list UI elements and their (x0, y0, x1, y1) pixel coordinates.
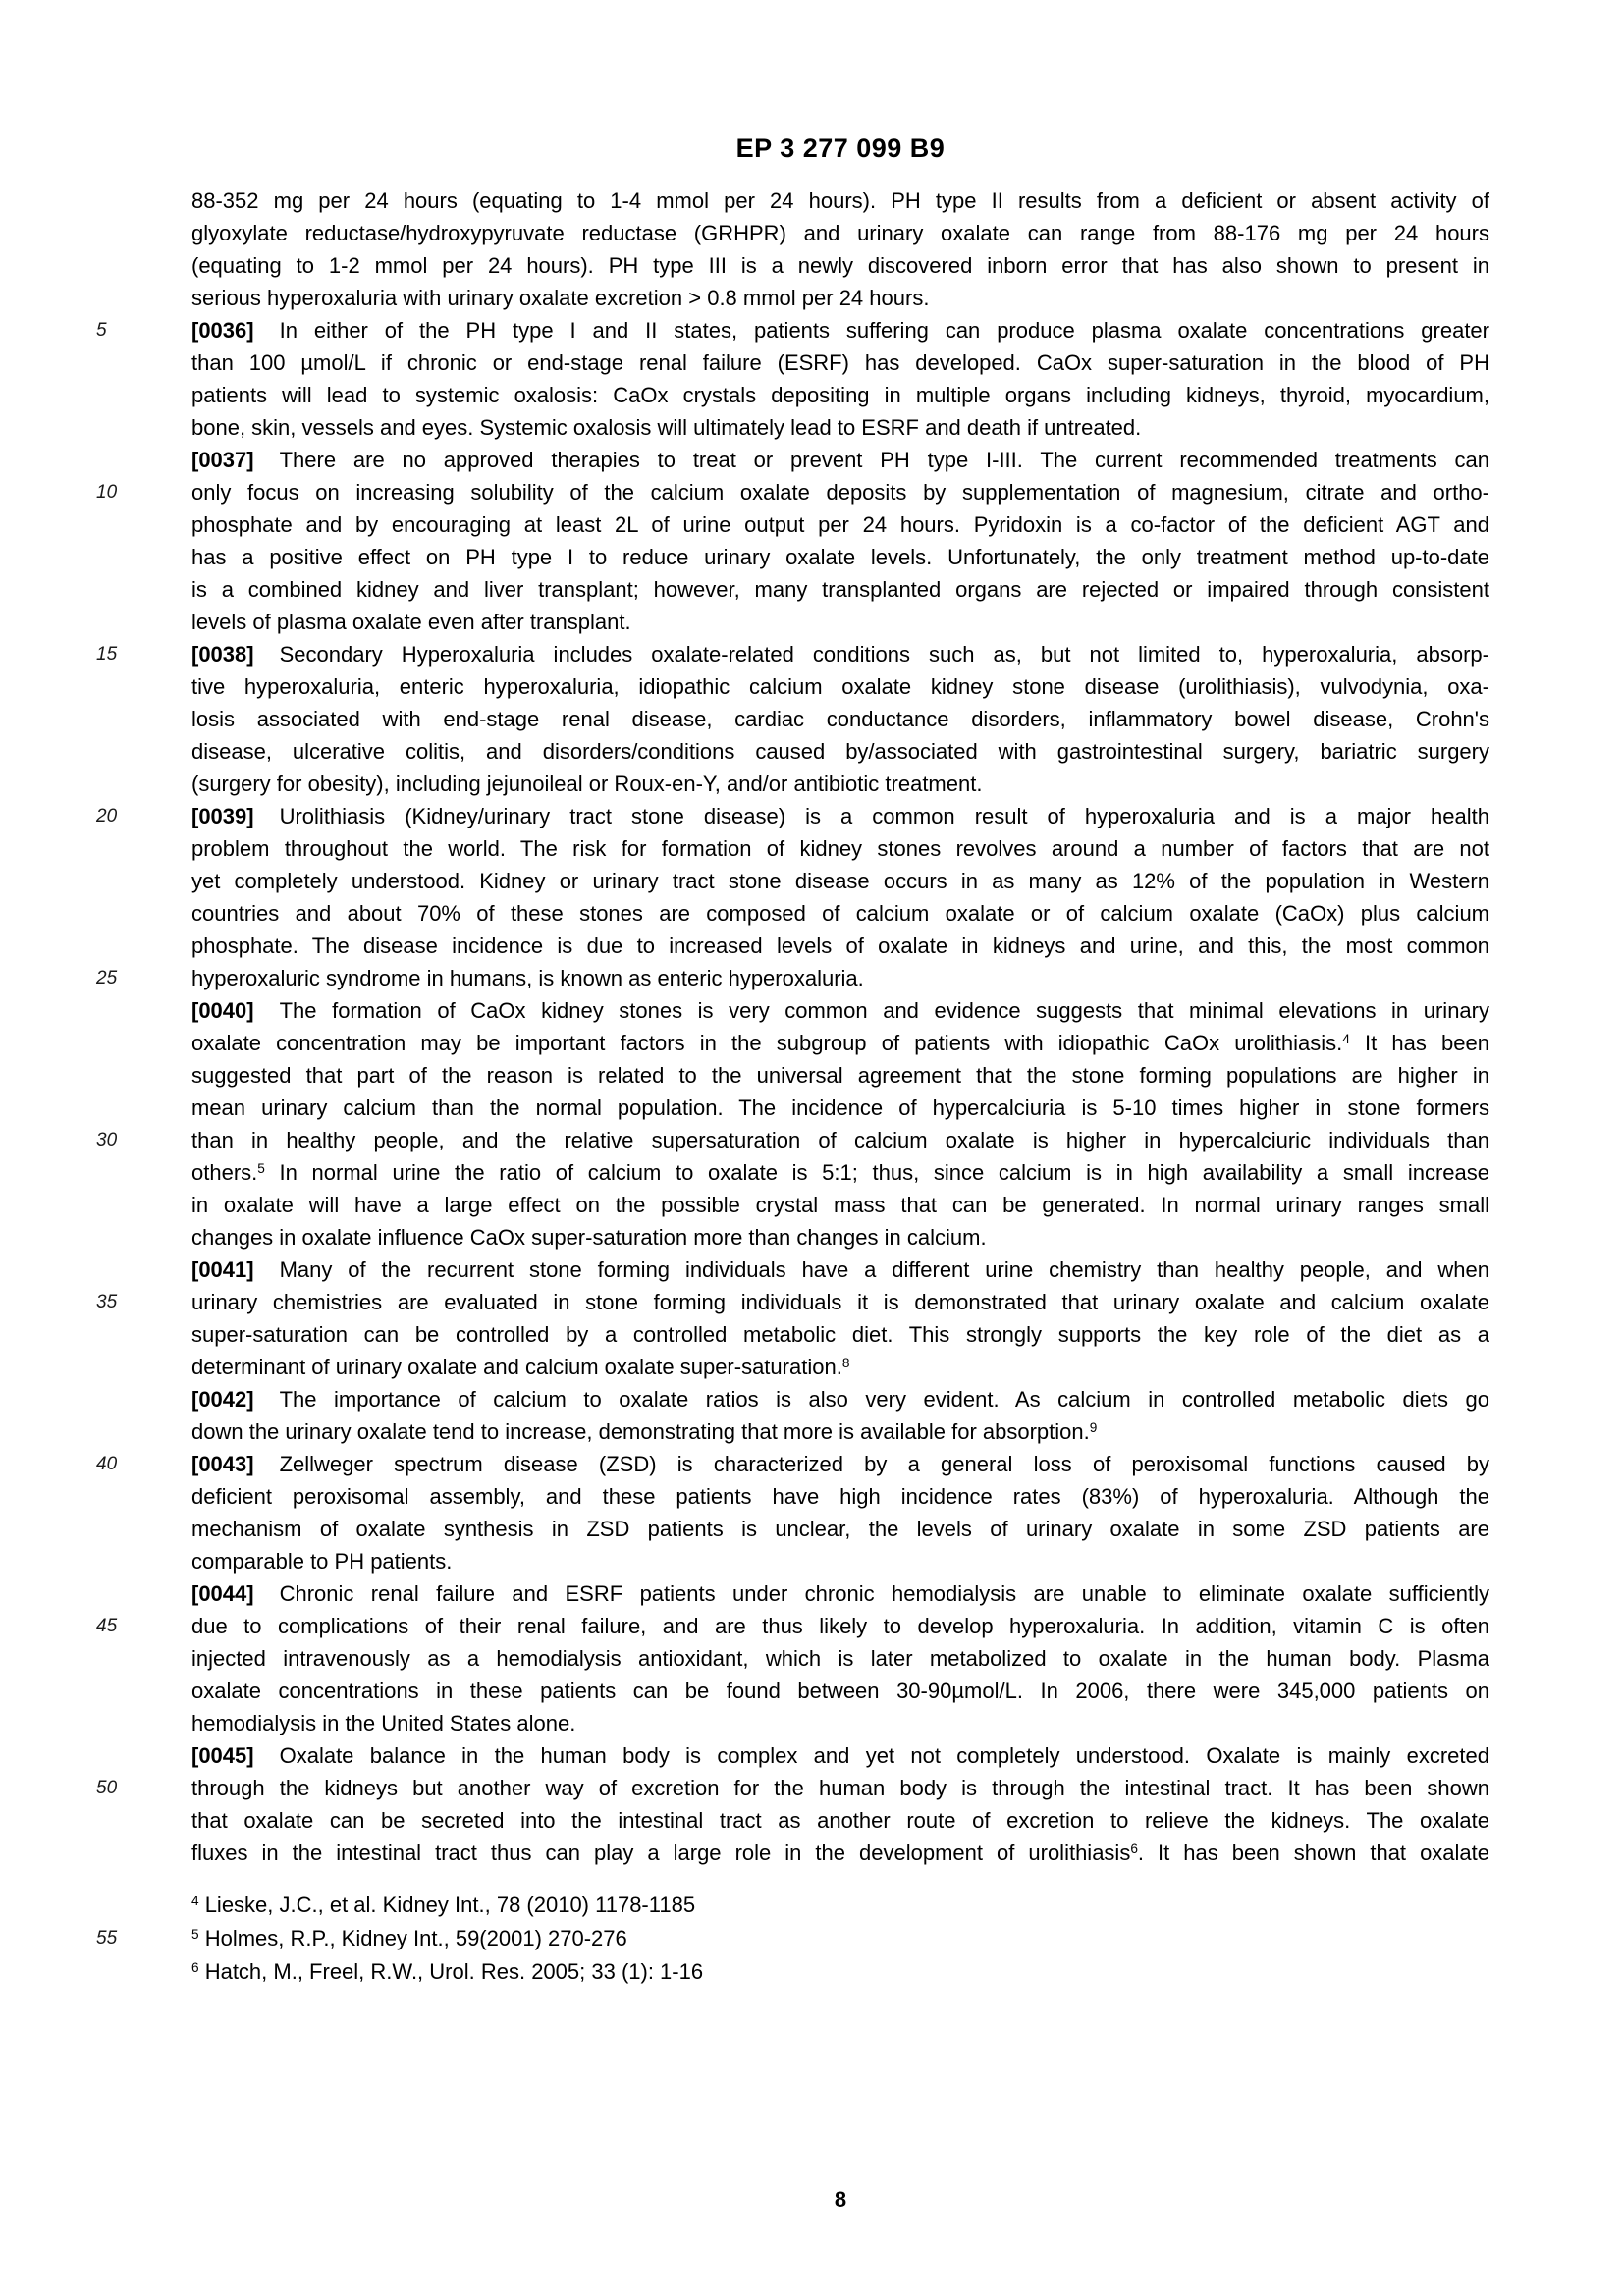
text-line (191, 217, 1489, 249)
text-line (191, 541, 1489, 573)
text-span: due to complications of their renal failure, and are thus likely to develop hyperoxaluria. In addition, vitamin C is often (191, 1614, 1489, 1638)
text-span: It has been (1349, 1031, 1489, 1055)
text-line (191, 670, 1489, 703)
text-line (96, 1286, 1489, 1318)
text-line (191, 768, 1489, 800)
text-span: (surgery for obesity), including jejunoileal or Roux-en-Y, and/or antibiotic treatment. (191, 772, 983, 796)
text-span: . It has been shown that oxalate (1137, 1841, 1490, 1865)
text-span: deficient peroxisomal assembly, and these patients have high incidence rates (83%) of hyperoxaluria. Although the (191, 1484, 1489, 1509)
line-number: 45 (96, 1616, 118, 1636)
text-line (191, 1675, 1489, 1707)
line-number: 5 (96, 320, 107, 341)
text-span: Oxalate balance in the human body is complex and yet not completely understood. Oxalate is mainly excreted (279, 1743, 1489, 1768)
text-line (191, 1707, 1489, 1739)
text-line (191, 1804, 1489, 1837)
line-number: 30 (96, 1130, 118, 1150)
text-span: urinary chemistries are evaluated in stone forming individuals it is demonstrated that urinary oxalate and calcium oxalate (191, 1290, 1489, 1314)
text-span: injected intravenously as a hemodialysis antioxidant, which is later metabolized to oxalate in the human body. Plasma (191, 1646, 1489, 1671)
text-line (191, 1092, 1489, 1124)
text-span: There are no approved therapies to treat or prevent PH type I-III. The current recommended treatments can (279, 448, 1489, 472)
text-span: has a positive effect on PH type I to reduce urinary oxalate levels. Unfortunately, the only treatment method up-to-date (191, 545, 1489, 569)
text-span: than 100 µmol/L if chronic or end-stage renal failure (ESRF) has developed. CaOx super-saturation in the blood of PH (191, 350, 1489, 375)
text-line (191, 1027, 1489, 1059)
footnote-marker: 8 (841, 1356, 850, 1371)
text-line (96, 1448, 1489, 1480)
page-header (191, 133, 1489, 163)
text-span: hemodialysis in the United States alone. (191, 1711, 576, 1735)
paragraph-tag: [0039] (191, 804, 254, 828)
text-line (191, 832, 1489, 865)
text-span: Zellweger spectrum disease (ZSD) is characterized by a general loss of peroxisomal functions caused by (279, 1452, 1489, 1476)
text-span: fluxes in the intestinal tract thus can play a large role in the development of urolithiasis (191, 1841, 1131, 1865)
text-line (96, 962, 1489, 994)
paragraph-tag: [0040] (191, 998, 254, 1023)
text-line (191, 1545, 1489, 1577)
text-line (191, 865, 1489, 897)
text-line (96, 1124, 1489, 1156)
line-number: 10 (96, 482, 118, 503)
text-span: hyperoxaluric syndrome in humans, is known as enteric hyperoxaluria. (191, 966, 864, 990)
text-span: In normal urine the ratio of calcium to oxalate is 5:1; thus, since calcium is in high availability a small increase (264, 1160, 1489, 1185)
paragraph-tag: [0043] (191, 1452, 254, 1476)
text-span: than in healthy people, and the relative supersaturation of calcium oxalate is higher in hypercalciuric individuals than (191, 1128, 1489, 1152)
line-number: 15 (96, 644, 118, 665)
text-span: 88-352 mg per 24 hours (equating to 1-4 mmol per 24 hours). PH type II results from a deficient or absent activity of (191, 188, 1489, 213)
paragraph-tag: [0037] (191, 448, 254, 472)
text-span: comparable to PH patients. (191, 1549, 453, 1574)
text-line (191, 1837, 1489, 1869)
text-span: In either of the PH type I and II states, patients suffering can produce plasma oxalate concentrations greater (279, 318, 1489, 343)
footnote-marker: 4 (1342, 1032, 1350, 1047)
footnote-line (191, 1955, 1489, 1989)
footnote-marker: 4 (191, 1894, 199, 1909)
text-span: in oxalate will have a large effect on the possible crystal mass that can be generated. In normal urinary ranges small (191, 1193, 1489, 1217)
text-span: oxalate concentrations in these patients can be found between 30-90µmol/L. In 2006, there were 345,000 patients on (191, 1679, 1489, 1703)
text-span: problem throughout the world. The risk for formation of kidney stones revolves around a number of factors that are not (191, 836, 1489, 861)
text-line (96, 1610, 1489, 1642)
text-span: losis associated with end-stage renal disease, cardiac conductance disorders, inflammatory bowel disease, Crohn's (191, 707, 1489, 731)
text-span: mean urinary calcium than the normal population. The incidence of hypercalciuria is 5-10 times higher in stone formers (191, 1095, 1489, 1120)
text-line (96, 800, 1489, 832)
text-line (191, 444, 1489, 476)
text-span: Lieske, J.C., et al. Kidney Int., 78 (2010) 1178-1185 (198, 1893, 696, 1917)
paragraph-tag: [0036] (191, 318, 254, 343)
text-column (96, 185, 1490, 1989)
text-line (191, 1739, 1489, 1772)
text-line (96, 638, 1489, 670)
text-line (191, 1351, 1489, 1383)
paragraph-tag: [0045] (191, 1743, 254, 1768)
text-span: bone, skin, vessels and eyes. Systemic oxalosis will ultimately lead to ESRF and death if untreated. (191, 415, 1142, 440)
text-line (191, 1577, 1489, 1610)
paragraph-tag: [0044] (191, 1581, 254, 1606)
publication-number: EP 3 277 099 B9 (735, 133, 946, 163)
text-span: yet completely understood. Kidney or urinary tract stone disease occurs in as many as 12% of the population in Western (191, 869, 1489, 893)
text-span: disease, ulcerative colitis, and disorders/conditions caused by/associated with gastrointestinal surgery, bariatric surgery (191, 739, 1489, 764)
text-line (191, 930, 1489, 962)
text-line (191, 573, 1489, 606)
footnote-marker: 5 (257, 1161, 265, 1177)
text-span: is a combined kidney and liver transplant; however, many transplanted organs are rejected or impaired through consistent (191, 577, 1489, 602)
text-span: oxalate concentration may be important factors in the subgroup of patients with idiopathic CaOx urolithiasis. (191, 1031, 1343, 1055)
text-line (191, 735, 1489, 768)
text-line (191, 1221, 1489, 1254)
text-line (191, 379, 1489, 411)
paragraph-tag: [0038] (191, 642, 254, 667)
line-number: 20 (96, 806, 118, 827)
text-span: The importance of calcium to oxalate ratios is also very evident. As calcium in controlled metabolic diets go (279, 1387, 1489, 1412)
text-line (191, 1254, 1489, 1286)
text-span: others. (191, 1160, 258, 1185)
text-line (191, 1189, 1489, 1221)
footnote-marker: 6 (191, 1960, 199, 1976)
text-span: patients will lead to systemic oxalosis: CaOx crystals depositing in multiple organs including kidneys, thyroid, myocardium, (191, 383, 1489, 407)
text-line (96, 314, 1489, 347)
text-span: suggested that part of the reason is related to the universal agreement that the stone forming populations are higher in (191, 1063, 1489, 1088)
footnote-marker: 9 (1089, 1420, 1098, 1436)
text-span: Secondary Hyperoxaluria includes oxalate-related conditions such as, but not limited to, hyperoxaluria, absorp- (279, 642, 1489, 667)
text-line (96, 1772, 1489, 1804)
text-line (191, 606, 1489, 638)
text-line (191, 1415, 1489, 1448)
text-span: phosphate and by encouraging at least 2L of urine output per 24 hours. Pyridoxin is a co-factor of the deficient AGT and (191, 512, 1489, 537)
text-span: countries and about 70% of these stones are composed of calcium oxalate or of calcium oxalate (CaOx) plus calcium (191, 901, 1489, 926)
text-line (191, 411, 1489, 444)
text-span: Hatch, M., Freel, R.W., Urol. Res. 2005; 33 (1): 1-16 (198, 1959, 704, 1984)
text-span: levels of plasma oxalate even after transplant. (191, 610, 631, 634)
text-span: through the kidneys but another way of excretion for the human body is through the intestinal tract. It has been shown (191, 1776, 1489, 1800)
text-span: serious hyperoxaluria with urinary oxalate excretion > 0.8 mmol per 24 hours. (191, 286, 930, 310)
text-span: determinant of urinary oxalate and calcium oxalate super-saturation. (191, 1355, 842, 1379)
footnotes-block (96, 1889, 1489, 1989)
text-line (191, 185, 1489, 217)
text-span: glyoxylate reductase/hydroxypyruvate reductase (GRHPR) and urinary oxalate can range from 88-176 mg per 24 hours (191, 221, 1489, 245)
text-line (96, 476, 1489, 508)
page-number: 8 (834, 2187, 847, 2212)
text-span: Holmes, R.P., Kidney Int., 59(2001) 270-276 (198, 1926, 627, 1950)
footnote-line (191, 1889, 1489, 1922)
text-span: phosphate. The disease incidence is due to increased levels of oxalate in kidneys and urine, and this, the most common (191, 934, 1489, 958)
text-line (191, 508, 1489, 541)
text-line (191, 1156, 1489, 1189)
text-line (191, 1318, 1489, 1351)
line-number: 25 (96, 968, 118, 988)
line-number: 40 (96, 1454, 118, 1474)
text-span: changes in oxalate influence CaOx super-saturation more than changes in calcium. (191, 1225, 987, 1250)
text-span: Chronic renal failure and ESRF patients under chronic hemodialysis are unable to eliminate oxalate sufficiently (279, 1581, 1489, 1606)
text-line (191, 1383, 1489, 1415)
line-number: 55 (96, 1928, 118, 1949)
text-span: down the urinary oxalate tend to increase, demonstrating that more is available for absorption. (191, 1419, 1090, 1444)
text-span: The formation of CaOx kidney stones is very common and evidence suggests that minimal elevations in urinary (279, 998, 1489, 1023)
text-line (191, 347, 1489, 379)
text-line (191, 282, 1489, 314)
paragraph-tag: [0042] (191, 1387, 254, 1412)
line-number: 50 (96, 1778, 118, 1798)
text-line (191, 1642, 1489, 1675)
text-span: (equating to 1-2 mmol per 24 hours). PH type III is a newly discovered inborn error that has also shown to present in (191, 253, 1489, 278)
line-number: 35 (96, 1292, 118, 1312)
footnote-marker: 5 (191, 1927, 199, 1943)
text-line (191, 1480, 1489, 1513)
text-span: only focus on increasing solubility of the calcium oxalate deposits by supplementation of magnesium, citrate and ortho- (191, 480, 1489, 505)
text-line (191, 703, 1489, 735)
text-span: that oxalate can be secreted into the intestinal tract as another route of excretion to relieve the kidneys. The oxalate (191, 1808, 1489, 1833)
text-line (191, 249, 1489, 282)
text-line (191, 1059, 1489, 1092)
text-line (191, 897, 1489, 930)
footnote-line (96, 1922, 1489, 1955)
paragraph-tag: [0041] (191, 1257, 254, 1282)
text-span: super-saturation can be controlled by a controlled metabolic diet. This strongly supports the key role of the diet as a (191, 1322, 1489, 1347)
text-line (191, 994, 1489, 1027)
footnote-marker: 6 (1130, 1842, 1138, 1857)
text-span: tive hyperoxaluria, enteric hyperoxaluria, idiopathic calcium oxalate kidney stone disease (urolithiasis), vulvodynia, oxa- (191, 674, 1489, 699)
text-span: Urolithiasis (Kidney/urinary tract stone disease) is a common result of hyperoxaluria and is a major health (279, 804, 1489, 828)
text-span: mechanism of oxalate synthesis in ZSD patients is unclear, the levels of urinary oxalate in some ZSD patients are (191, 1517, 1489, 1541)
text-line (191, 1513, 1489, 1545)
text-span: Many of the recurrent stone forming individuals have a different urine chemistry than healthy people, and when (279, 1257, 1489, 1282)
